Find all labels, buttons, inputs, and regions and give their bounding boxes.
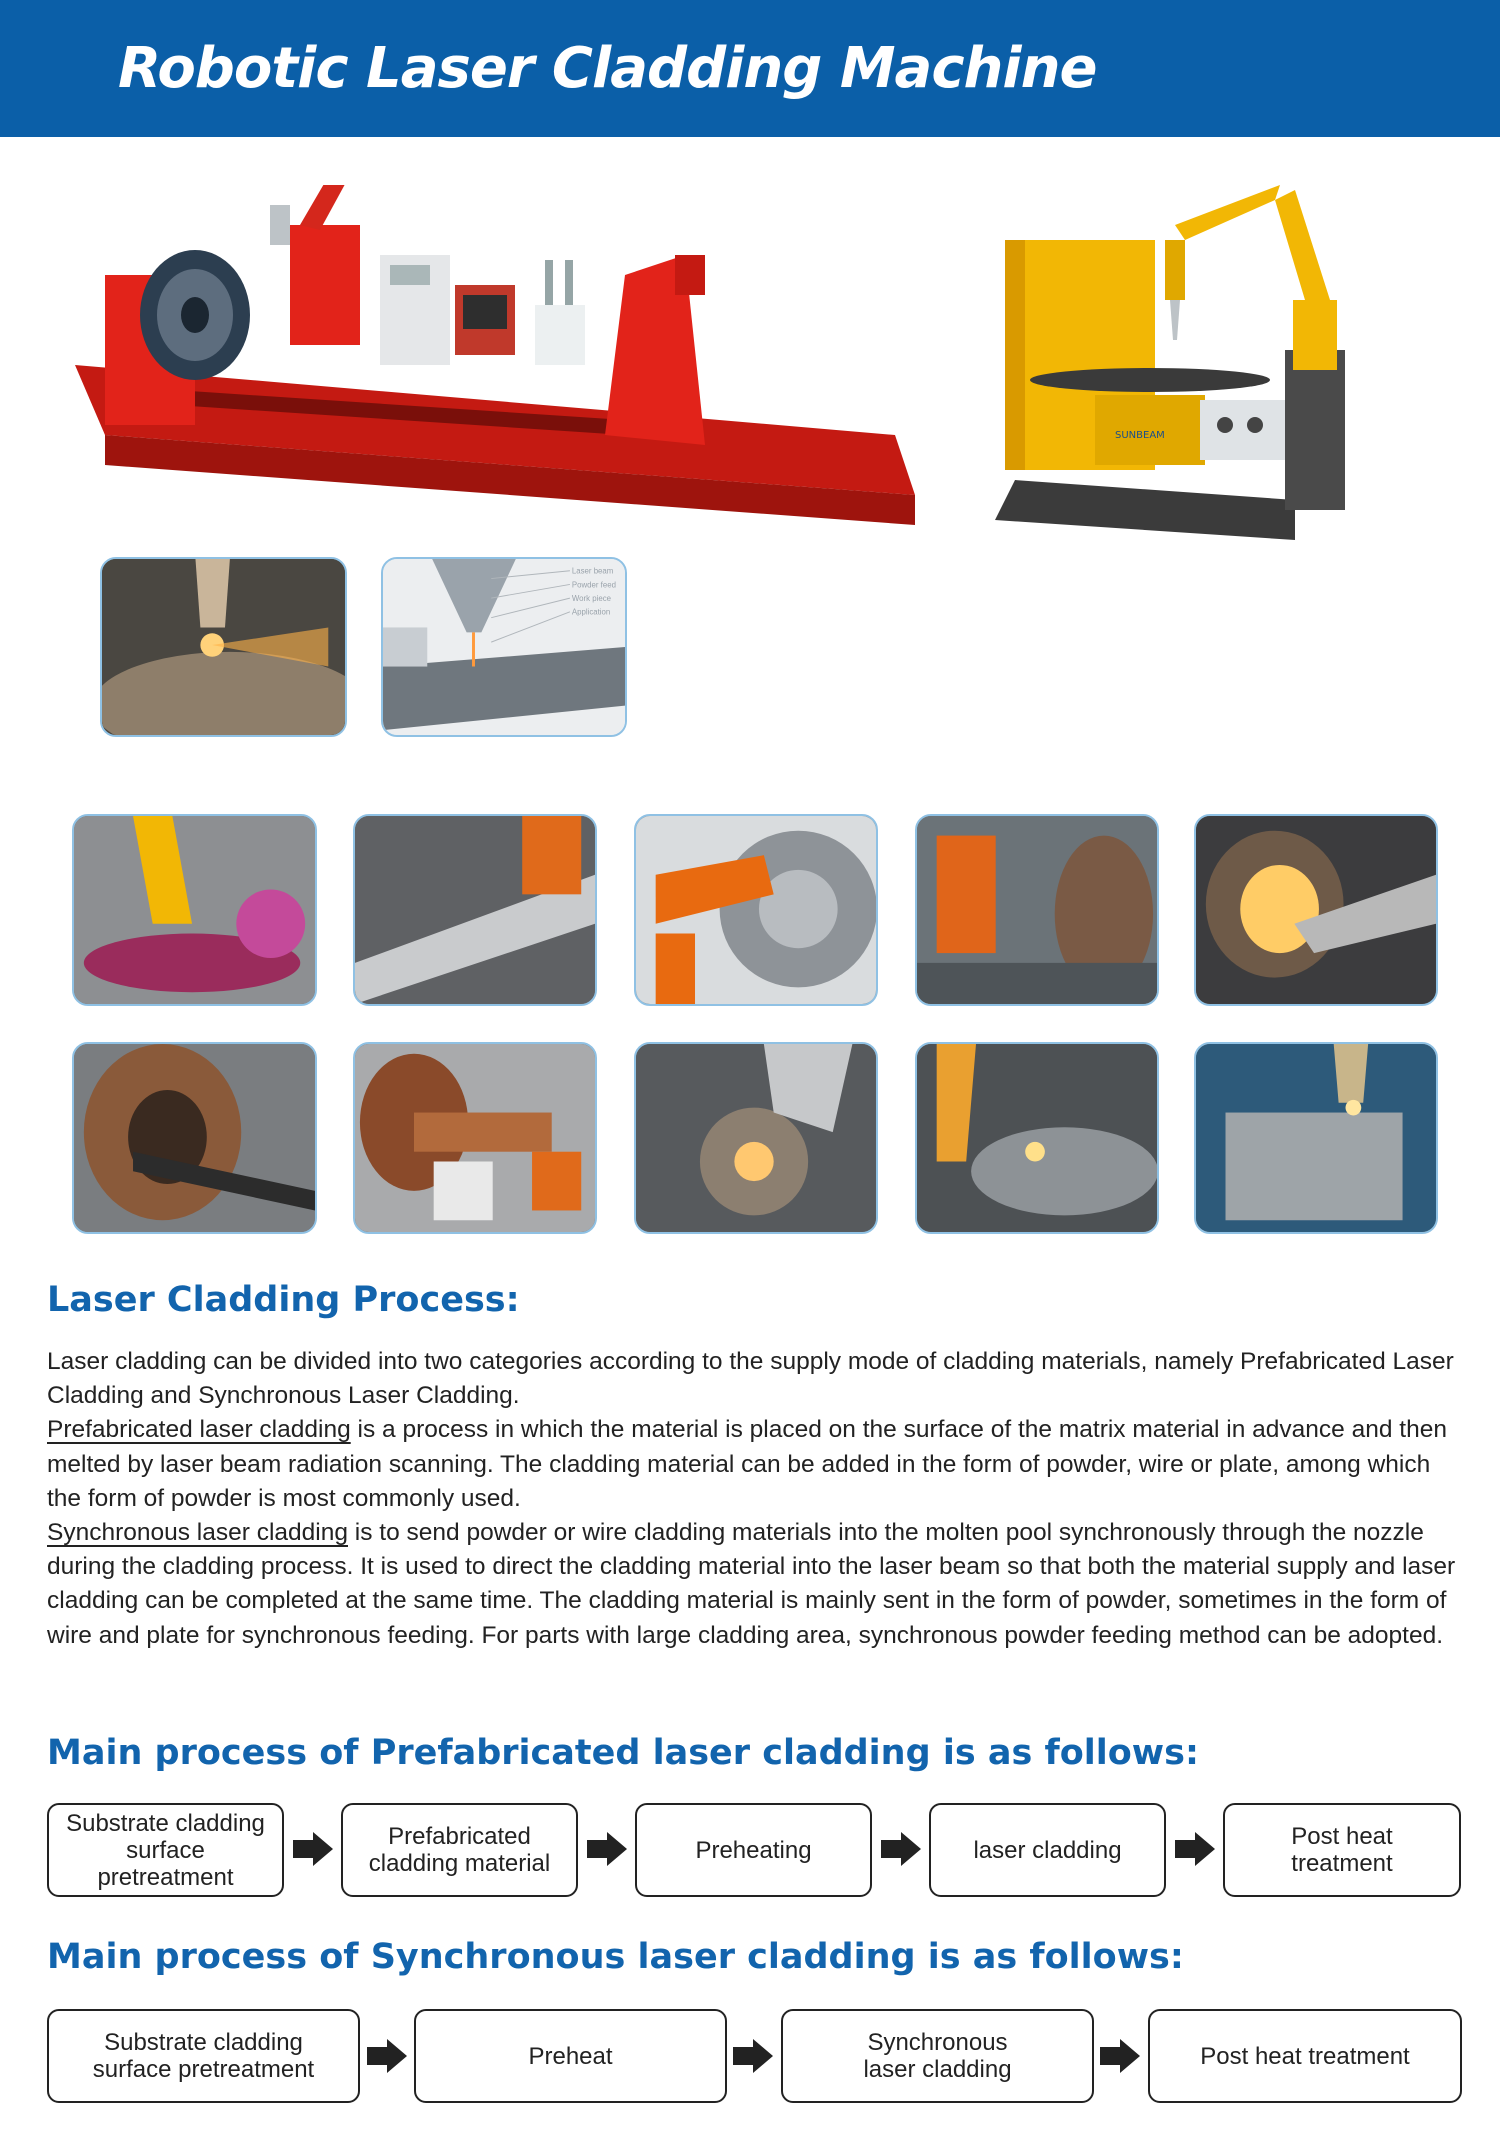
prefab-step: Preheating: [635, 1803, 872, 1897]
process-description: [47, 1345, 1467, 1653]
gallery-photo: [353, 814, 597, 1006]
gallery-photo: [915, 814, 1159, 1006]
prefab-step: Prefabricated cladding material: [341, 1803, 578, 1897]
gallery-photo: [72, 1042, 317, 1234]
prefab-term: Prefabricated laser cladding: [47, 1416, 351, 1444]
prefab-text: is a process in which the material is placed on the surface of the matrix material in advance and then melted by laser beam radiation scanning. The cladding material can be added in the form of powder, wire or plate, among which the form of powder is most commonly used.: [47, 1416, 1447, 1512]
page-title: Robotic Laser Cladding Machine: [118, 36, 1097, 101]
prefab-step: Post heat treatment: [1223, 1803, 1461, 1897]
prefab-step: laser cladding: [929, 1803, 1166, 1897]
gallery-photo: [915, 1042, 1159, 1234]
prefab-flow-title: Main process of Prefabricated laser cladding is as follows:: [47, 1733, 1199, 1773]
sync-term: Synchronous laser cladding: [47, 1519, 348, 1547]
gallery-photo: [634, 814, 878, 1006]
gallery-photo: [1194, 814, 1438, 1006]
machine-badge: SUNBEAM: [1115, 430, 1165, 441]
intro-paragraph: Laser cladding can be divided into two categories according to the supply mode of cladding materials, namely Prefabricated Laser Cladding and Synchronous Laser Cladding.: [47, 1348, 1454, 1410]
red-cladding-machine-image: [65, 185, 945, 545]
arrow-right-icon: [367, 2039, 407, 2073]
gallery-photo: [1194, 1042, 1438, 1234]
diagram-label: Powder feed: [571, 580, 616, 590]
arrow-right-icon: [733, 2039, 773, 2073]
diagram-label: Application: [571, 607, 611, 617]
arrow-right-icon: [881, 1832, 921, 1866]
sync-step: Substrate cladding surface pretreatment: [47, 2009, 360, 2103]
nozzle-diagram: [381, 557, 627, 737]
sync-step: Preheat: [414, 2009, 727, 2103]
gallery-photo: [353, 1042, 597, 1234]
arrow-right-icon: [587, 1832, 627, 1866]
diagram-label: Laser beam: [571, 566, 614, 576]
arrow-right-icon: [1100, 2039, 1140, 2073]
arrow-right-icon: [1175, 1832, 1215, 1866]
prefab-paragraph: [47, 1413, 1467, 1516]
gallery-photo: [72, 814, 317, 1006]
sync-flow-title: Main process of Synchronous laser cladding is as follows:: [47, 1937, 1184, 1977]
prefab-step: Substrate cladding surface pretreatment: [47, 1803, 284, 1897]
sync-text: is to send powder or wire cladding materials into the molten pool synchronously through the nozzle during the cladding process. It is used to direct the cladding material into the laser beam so that both the material supply and laser cladding can be completed at the same time. The cladding material is mainly sent in the form of powder, sometimes in the form of wire and plate for synchronous feeding. For parts with large cladding area, synchronous powder feeding method can be adopted.: [47, 1519, 1456, 1649]
cladding-closeup-photo: [100, 557, 347, 737]
diagram-label: Work piece: [571, 594, 612, 604]
sync-step: Post heat treatment: [1148, 2009, 1462, 2103]
gallery-photo: [634, 1042, 878, 1234]
yellow-robot-cladding-image: [975, 180, 1455, 580]
sync-paragraph: [47, 1516, 1467, 1653]
arrow-right-icon: [293, 1832, 333, 1866]
header-banner: [0, 0, 1500, 137]
sync-step: Synchronous laser cladding: [781, 2009, 1094, 2103]
process-section-title: Laser Cladding Process:: [47, 1280, 520, 1320]
